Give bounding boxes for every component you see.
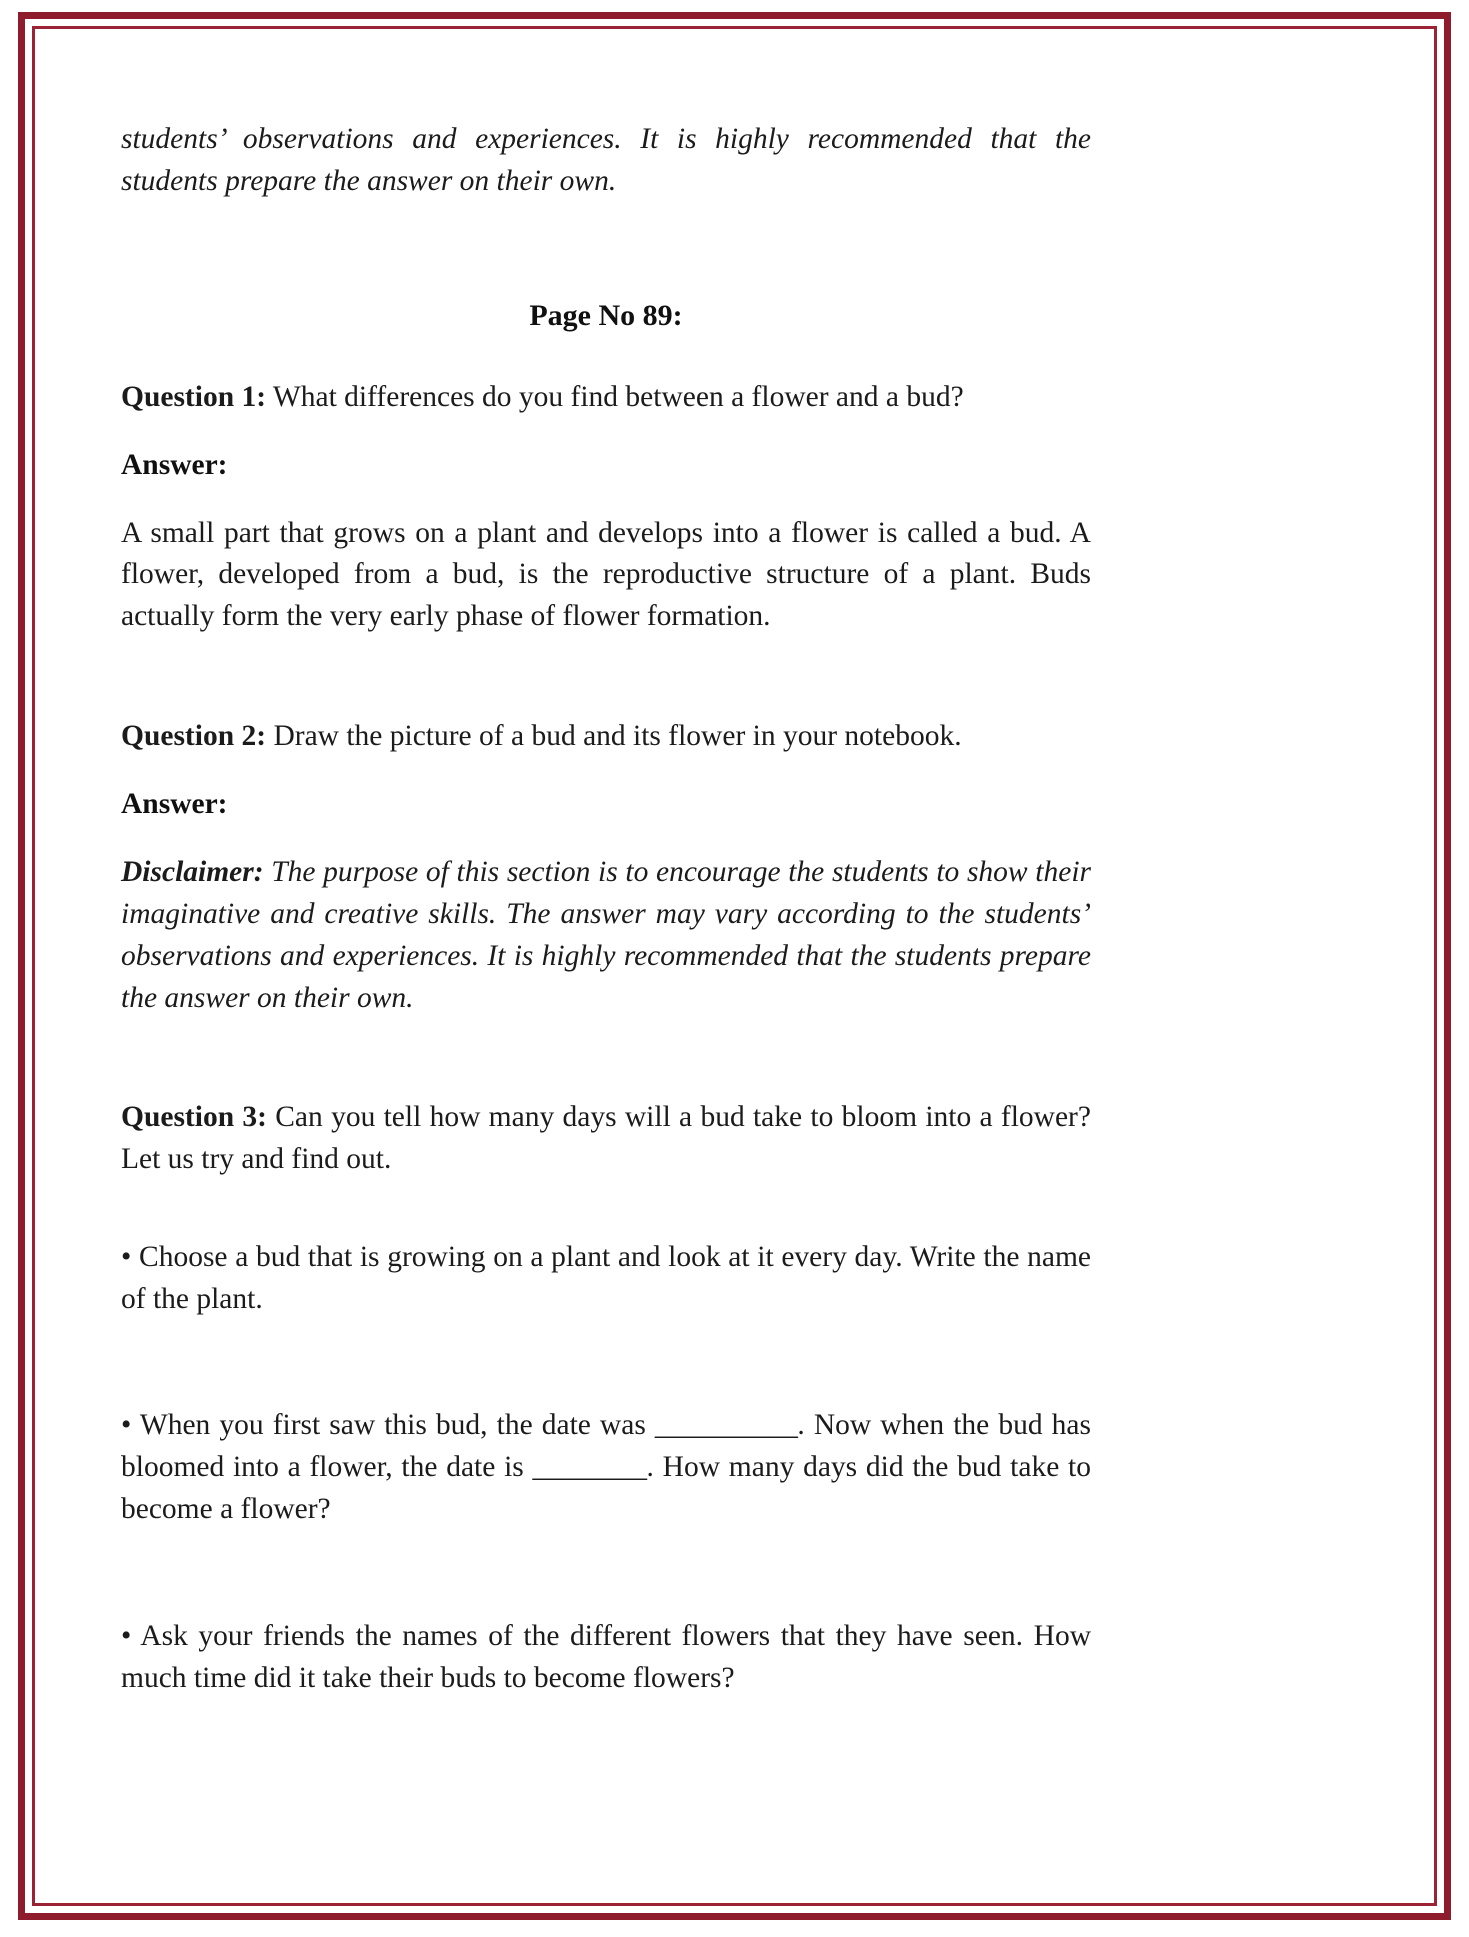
spacer — [121, 1350, 1091, 1376]
question-3-label: Question 3: — [121, 1101, 267, 1134]
bullet-1-text: Choose a bud that is growing on a plant and look at it every day. Write the name of the plant. — [121, 1240, 1091, 1315]
disclaimer-paragraph — [121, 852, 1091, 1020]
date-blank-1[interactable]: __________ — [654, 1409, 798, 1442]
bullet-marker-icon: • — [121, 1240, 132, 1273]
answer-label-2: Answer: — [121, 788, 228, 820]
spacer — [121, 1019, 1091, 1097]
page-border-outer — [18, 12, 1451, 1920]
bullet-marker-icon: • — [121, 1409, 132, 1442]
bullet-2-text-part2: . Now when the bud has bloomed into a flower, the date is — [121, 1409, 1091, 1484]
spacer — [121, 487, 1091, 513]
question-2-label: Question 2: — [121, 720, 267, 753]
question-1 — [121, 377, 1091, 419]
question-2 — [121, 716, 1091, 758]
bullet-2-text-part1: When you first saw this bud, the date was — [131, 1409, 655, 1442]
spacer — [121, 203, 1091, 295]
page-heading: Page No 89: — [529, 298, 683, 332]
bullet-marker-icon: • — [121, 1620, 132, 1652]
answer-label-1: Answer: — [121, 448, 228, 481]
spacer — [121, 1561, 1091, 1587]
spacer — [121, 826, 1091, 852]
spacer — [121, 1181, 1091, 1207]
question-3 — [121, 1097, 1091, 1181]
list-item — [121, 1616, 1091, 1700]
date-blank-2[interactable]: ________ — [532, 1451, 647, 1484]
document-content — [121, 119, 1091, 1729]
spacer — [121, 638, 1091, 716]
bullet-3-text: Ask your friends the names of the different flowers that they have seen. How much time did it take their buds to become flowers? — [121, 1620, 1091, 1694]
spacer — [121, 758, 1091, 784]
bullet-2-text-part3: . How many days did the bud take to become a flower? — [121, 1451, 1091, 1526]
question-1-label: Question 1: — [121, 380, 267, 413]
spacer — [121, 337, 1091, 377]
disclaimer-text: The purpose of this section is to encourage the students to show their imaginative and creative skills. The answer may vary according to the students’ observations and experiences. It is highly recommended that the students prepare the answer on their own. — [121, 855, 1091, 1014]
list-item — [121, 1237, 1091, 1321]
list-item — [121, 1405, 1091, 1531]
question-3-text: Can you tell how many days will a bud take to bloom into a flower? Let us try and find out. — [121, 1101, 1091, 1176]
question-1-text: What differences do you find between a flower and a bud? — [266, 380, 964, 413]
spacer — [121, 419, 1091, 445]
intro-paragraph: students’ observations and experiences. It is highly recommended that the students prepare the answer on their own. — [121, 123, 1091, 197]
answer-text-1: A small part that grows on a plant and develops into a flower is called a bud. A flower, developed from a bud, is the reproductive structure of a plant. Buds actually form the very early phase of flower formation. — [121, 516, 1091, 633]
disclaimer-label: Disclaimer: — [121, 855, 264, 888]
question-2-text: Draw the picture of a bud and its flower in your notebook. — [266, 720, 962, 753]
